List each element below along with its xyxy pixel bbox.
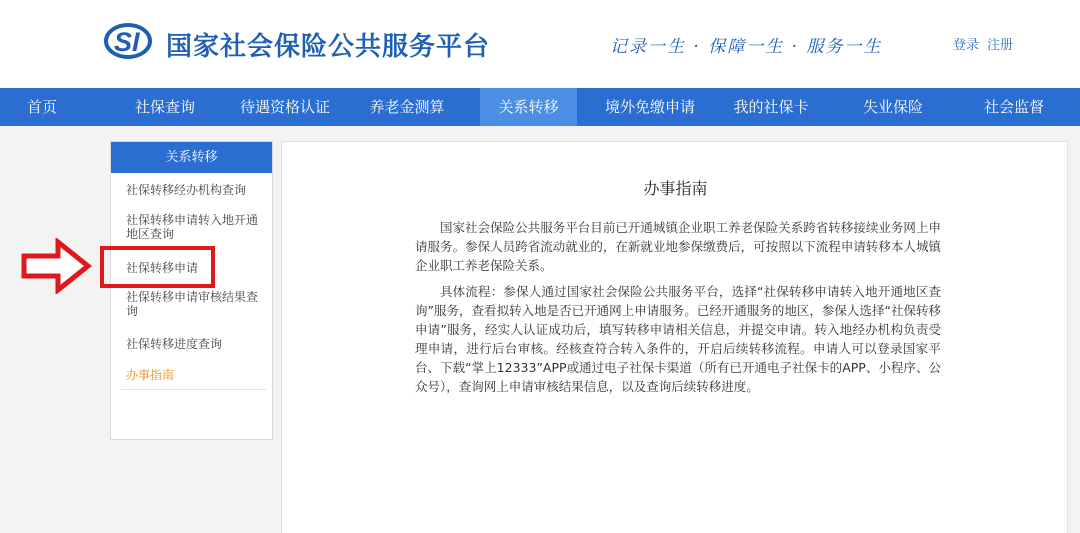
nav-social-supervision[interactable]: 社会监督 — [983, 98, 1044, 116]
si-logo-icon[interactable] — [103, 22, 153, 60]
site-slogan: 记录一生 · 保障一生 · 服务一生 — [610, 37, 883, 57]
nav-home[interactable]: 首页 — [26, 98, 57, 116]
login-link[interactable]: 登录 — [953, 38, 980, 53]
nav-overseas-exemption[interactable]: 境外免缴申请 — [604, 98, 695, 116]
register-link[interactable]: 注册 — [987, 38, 1014, 53]
sidebar — [110, 141, 273, 440]
main-nav — [0, 88, 1080, 126]
sidebar-item-review-result[interactable]: 社保转移申请审核结果查询 — [126, 290, 259, 318]
sidebar-item-agency-query[interactable]: 社保转移经办机构查询 — [126, 183, 247, 197]
guide-paragraph-process: 具体流程：参保人通过国家社会保险公共服务平台，选择“社保转移申请转入地开通地区查询”服务，查看拟转入地是否已开通网上申请服务。已经开通服务的地区，参保人选择“社保转移申请”服务，经实人认证成功后，填写转移申请相关信息，并提交申请。转入地经办机构负责受理申请，进行后台审核。经核查符合转入条件的，开启后续转移流程。申请人可以登录国家平台、下载“掌上12333”APP或通过电子社保卡渠道（所有已开通电子社保卡的APP、小程序、公众号），查询网上申请审核结果信息，以及查询后续转移进度。 — [415, 284, 941, 394]
arrow-right-icon — [20, 238, 92, 294]
sidebar-item-transfer-apply[interactable]: 社保转移申请 — [126, 261, 199, 275]
nav-relationship-transfer[interactable]: 关系转移 — [480, 88, 577, 126]
sidebar-divider — [121, 389, 266, 390]
nav-my-social-card[interactable]: 我的社保卡 — [733, 98, 809, 116]
site-title[interactable]: 国家社会保险公共服务平台 — [166, 32, 491, 62]
guide-paragraph-intro: 国家社会保险公共服务平台目前已开通城镇企业职工养老保险关系跨省转移接续业务网上申请服务。参保人员跨省流动就业的，在新就业地参保缴费后，可按照以下流程申请转移本人城镇企业职工养老保险关系。 — [415, 220, 941, 273]
main-content — [281, 141, 1068, 533]
svg-text:SI: SI — [114, 27, 140, 57]
nav-pension-calculator[interactable]: 养老金测算 — [369, 98, 445, 116]
sidebar-item-progress-query[interactable]: 社保转移进度查询 — [126, 337, 223, 351]
sidebar-heading: 关系转移 — [111, 142, 272, 173]
nav-benefit-qualification[interactable]: 待遇资格认证 — [239, 98, 330, 116]
sidebar-item-area-query[interactable]: 社保转移申请转入地开通地区查询 — [126, 213, 259, 241]
highlight-box — [100, 246, 215, 288]
nav-unemployment-insurance[interactable]: 失业保险 — [862, 98, 923, 116]
site-header — [0, 0, 1080, 88]
nav-social-security-query[interactable]: 社保查询 — [134, 98, 195, 116]
page-title: 办事指南 — [643, 179, 708, 198]
sidebar-item-guide[interactable]: 办事指南 — [126, 368, 175, 382]
